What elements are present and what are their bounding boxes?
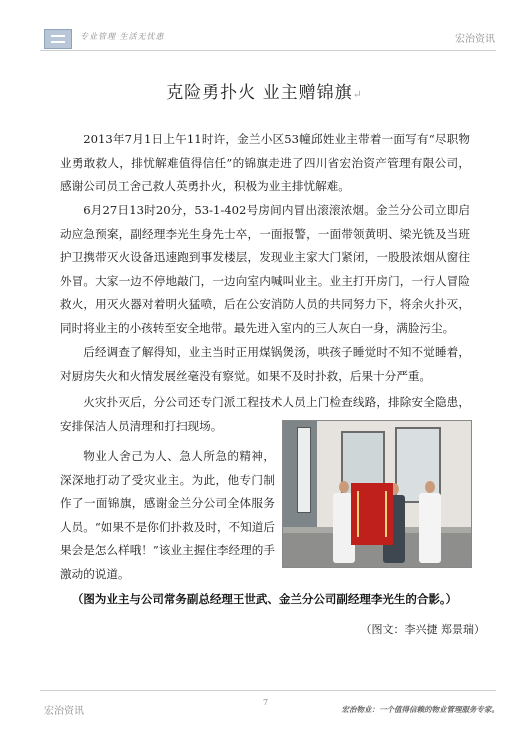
group-photo xyxy=(282,420,472,568)
photo-door xyxy=(395,427,441,503)
company-logo xyxy=(44,29,72,49)
photo-person-right xyxy=(419,493,441,563)
article-title-text: 克险勇扑火 业主赠锦旗 xyxy=(166,83,353,103)
footer-slogan: 宏治物业：一个值得信赖的物业管理服务专家。 xyxy=(341,705,499,714)
article-paragraph-4: 火灾扑灭后，分公司还专门派工程技术人员上门检查线路，排除安全隐患，安排保洁人员清理和打扫现场。 xyxy=(60,395,470,433)
footer-divider xyxy=(40,690,496,691)
article-paragraph-3: 后经调查了解得知，业主当时正用煤锅煲汤，哄孩子睡觉时不知不觉睡着，对厨房失火和火情发展丝毫没有察觉。如果不及时扑救，后果十分严重。 xyxy=(60,345,470,383)
photo-company-sign xyxy=(297,427,311,513)
footer-brand: 宏治资讯 xyxy=(44,706,84,717)
photo-caption: （图为业主与公司常务副总经理王世武、金兰分公司副经理李光生的合影。） xyxy=(71,592,458,606)
header-tagline: 专业管理 生活无忧患 xyxy=(80,32,165,41)
article-title xyxy=(0,78,529,103)
header-brand: 宏治资讯 xyxy=(455,34,495,45)
article-paragraph-1: 2013年7月1日上午11时许，金兰小区53幢邱姓业主带着一面写有“尽职物业勇敢救人，排忧解难值得信任”的锦旗走进了四川省宏治资产管理有限公司，感谢公司员工舍己救人英勇扑火，积极为业主排忧解难。 xyxy=(60,132,470,193)
logo-mark-icon xyxy=(51,35,65,43)
article-paragraph-2: 6月27日13时20分，53-1-402号房间内冒出滚滚浓烟。金兰分公司立即启动应急预案，副经理李光生身先士卒，一面报警，一面带领黄明、梁光铣及当班护卫携带灭火设备迅速跑到事发楼层，发现业主家大门紧闭，一股股浓烟从窗往外冒。大家一边不停地敲门，一边向室内喊叫业主。业主打开房门，一行人冒险救火，用灭火器对着明火猛喷，后在公安消防人员的共同努力下，将余火扑灭，同时将业主的小孩转至安全地带。最先进入室内的三人灰白一身，满脸污尘。 xyxy=(60,203,470,335)
return-mark-icon: ↵ xyxy=(352,88,363,101)
page-number: 7 xyxy=(263,698,269,707)
article-credit: （图文：李兴捷 郑景瑞） xyxy=(360,623,485,636)
article-paragraph-5: 物业人舍己为人、急人所急的精神，深深地打动了受灾业主。为此，他专门制作了一面锦旗，感谢金兰分公司全体服务人员。“如果不是你们扑救及时，不知道后果会是怎么样哦！”该业主握住李经理的手激动的说道。 xyxy=(60,449,275,581)
page-header xyxy=(0,22,529,50)
header-divider xyxy=(40,50,496,51)
